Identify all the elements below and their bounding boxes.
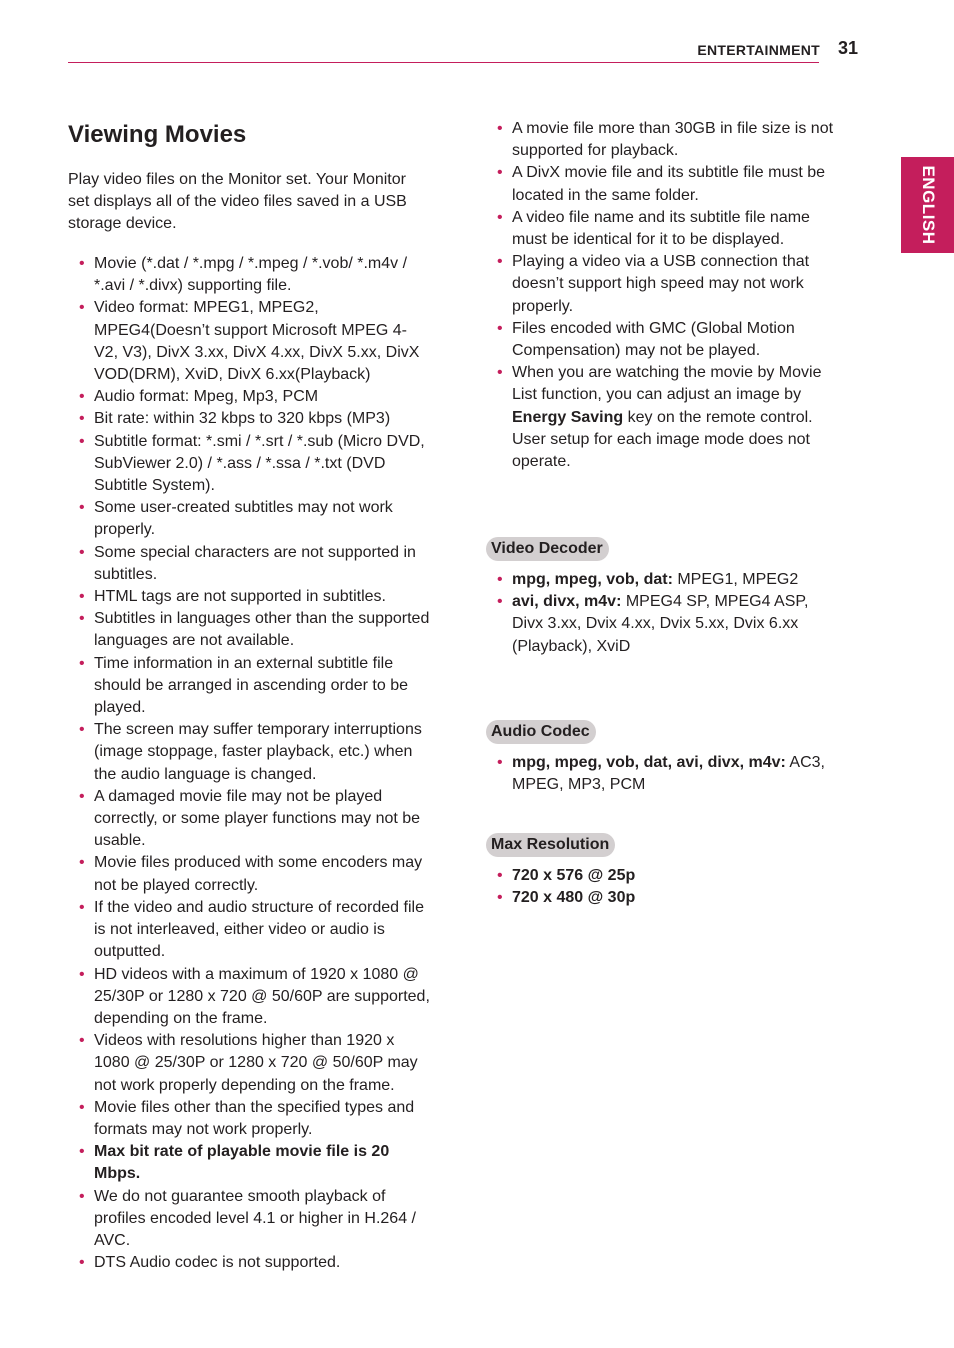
max-resolution-section — [486, 833, 635, 909]
list-item: • A DivX movie file and its subtitle file must be located in the same folder. — [486, 162, 841, 206]
list-item: • Movie files produced with some encoders may not be played correctly. — [68, 852, 430, 896]
video-decoder-badge: Video Decoder — [486, 537, 609, 561]
language-tab — [901, 157, 954, 253]
list-item: • The screen may suffer temporary interruptions (image stoppage, faster playback, etc.) when the audio language is changed. — [68, 719, 430, 786]
energy-text-before: When you are watching the movie by Movie List function, you can adjust an image by — [512, 364, 822, 404]
intro-paragraph: Play video files on the Monitor set. Your Monitor set displays all of the video files saved in a USB storage device. — [68, 171, 407, 232]
list-item: • Some user-created subtitles may not work properly. — [68, 497, 430, 541]
list-item: • Audio format: Mpeg, Mp3, PCM — [68, 386, 430, 408]
header-section-title: ENTERTAINMENT — [697, 42, 820, 58]
list-item-bold — [68, 1141, 430, 1185]
language-tab-label: ENGLISH — [918, 165, 938, 245]
format-label: avi, divx, m4v: — [512, 593, 622, 611]
energy-saving-key: Energy Saving — [512, 408, 624, 426]
page-number: 31 — [838, 38, 859, 58]
list-item: • Subtitle format: *.smi / *.srt / *.sub (Micro DVD, SubViewer 2.0) / *.ass / *.ssa / *.txt (DVD Subtitle System). — [68, 431, 430, 498]
list-item: • HTML tags are not supported in subtitles. — [68, 586, 430, 608]
list-item: • A damaged movie file may not be played correctly, or some player functions may not be usable. — [68, 786, 430, 853]
list-item: • Files encoded with GMC (Global Motion Compensation) may not be played. — [486, 318, 841, 362]
format-label: mpg, mpeg, vob, dat, avi, divx, m4v: — [512, 754, 786, 771]
list-item: • Some special characters are not supported in subtitles. — [68, 542, 430, 586]
resolution-value: 720 x 480 @ 30p — [512, 889, 636, 907]
max-bitrate-note: Max bit rate of playable movie file is 20 Mbps. — [94, 1143, 390, 1183]
list-item: • HD videos with a maximum of 1920 x 1080 @ 25/30P or 1280 x 720 @ 50/60P are supported, depending on the frame. — [68, 964, 430, 1031]
list-item: • Video format: MPEG1, MPEG2, MPEG4(Doesn’t support Microsoft MPEG 4-V2, V3), DivX 3.xx, DivX 4.xx, DivX 5.xx, DivX VOD(DRM), XviD, DivX 6.xx(Playback) — [68, 297, 430, 386]
format-label: mpg, mpeg, vob, dat: — [512, 571, 673, 588]
list-item: • Movie files other than the specified types and formats may not work properly. — [68, 1097, 430, 1141]
max-resolution-list — [486, 865, 635, 909]
list-item: • Time information in an external subtitle file should be arranged in ascending order to be played. — [68, 653, 430, 720]
video-decoder-section — [486, 537, 841, 658]
header-rule — [68, 62, 819, 63]
energy-text-after: key on the remote control. User setup for each image mode does not operate. — [512, 408, 813, 471]
list-item: • DTS Audio codec is not supported. — [68, 1252, 430, 1274]
list-item: • Subtitles in languages other than the supported languages are not available. — [68, 608, 430, 652]
audio-codec-section — [486, 720, 841, 796]
max-resolution-badge: Max Resolution — [486, 833, 615, 857]
page-title: Viewing Movies — [68, 121, 247, 148]
list-item: • Bit rate: within 32 kbps to 320 kbps (MP3) — [68, 408, 430, 430]
list-item: • Movie (*.dat / *.mpg / *.mpeg / *.vob/ *.m4v / *.avi / *.divx) supporting file. — [68, 253, 430, 297]
list-item — [486, 887, 635, 909]
format-value: AC3, MPEG, MP3, PCM — [512, 754, 825, 794]
right-column — [486, 118, 841, 907]
movie-notes-list-continued — [486, 118, 841, 473]
list-item: • Playing a video via a USB connection that doesn’t support high speed may not work properly. — [486, 251, 841, 318]
list-item: • A video file name and its subtitle file name must be identical for it to be displayed. — [486, 207, 841, 251]
list-item-energy-saving — [486, 362, 841, 473]
video-decoder-list — [486, 569, 841, 658]
audio-codec-list — [486, 752, 841, 796]
list-item — [486, 752, 841, 796]
list-item: • If the video and audio structure of recorded file is not interleaved, either video or audio is outputted. — [68, 897, 430, 964]
list-item — [486, 865, 635, 887]
audio-codec-badge: Audio Codec — [486, 720, 596, 744]
list-item: • A movie file more than 30GB in file size is not supported for playback. — [486, 118, 841, 162]
format-value: MPEG1, MPEG2 — [672, 571, 799, 588]
list-item: • Videos with resolutions higher than 1920 x 1080 @ 25/30P or 1280 x 720 @ 50/60P may not work properly depending on the frame. — [68, 1030, 430, 1097]
left-column — [68, 118, 430, 1274]
list-item — [486, 569, 841, 591]
movie-notes-list — [68, 253, 430, 1274]
format-value: MPEG4 SP, MPEG4 ASP, Divx 3.xx, Dvix 4.xx, Dvix 5.xx, Dvix 6.xx (Playback), XviD — [512, 593, 809, 655]
resolution-value: 720 x 576 @ 25p — [512, 867, 636, 884]
list-item — [486, 591, 841, 658]
list-item: • We do not guarantee smooth playback of profiles encoded level 4.1 or higher in H.264 / AVC. — [68, 1186, 430, 1253]
